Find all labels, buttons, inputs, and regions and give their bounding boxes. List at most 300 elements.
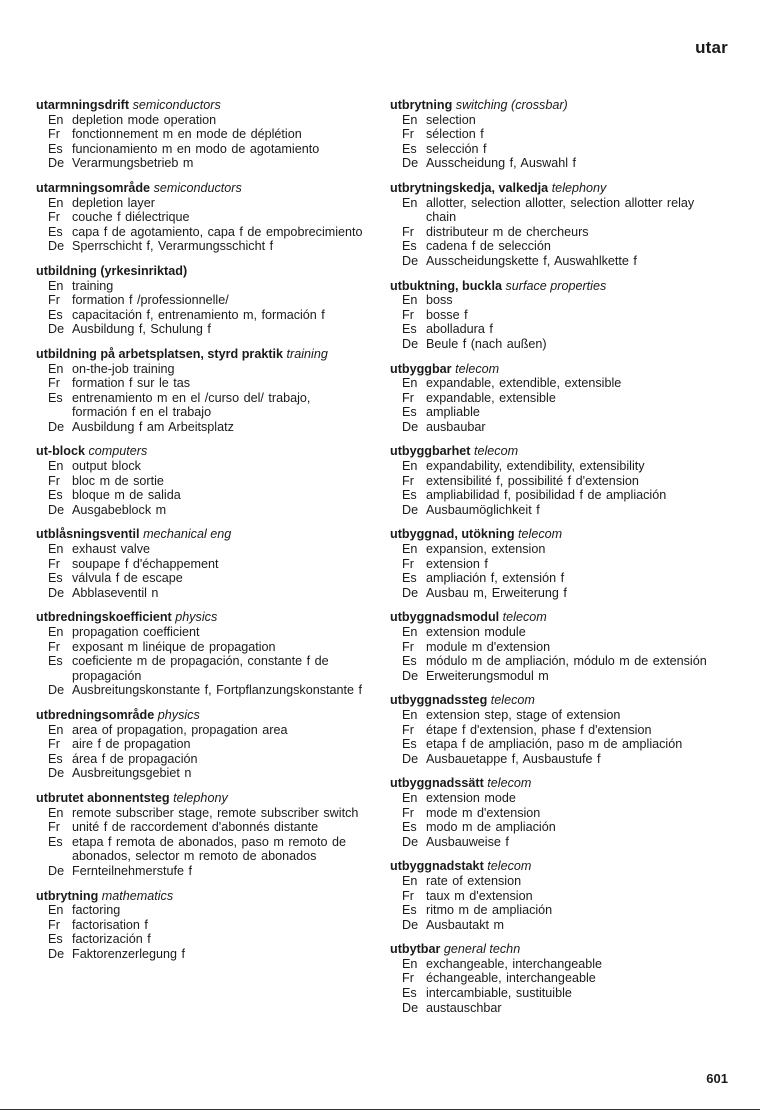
translation-row (390, 625, 720, 640)
dictionary-entry (390, 444, 720, 517)
translation-row (390, 806, 720, 821)
translation-row (36, 322, 370, 337)
subject-field: mathematics (101, 888, 174, 903)
language-code: Fr (402, 473, 414, 488)
translation-text: extension mode (426, 790, 516, 805)
language-code: De (48, 585, 65, 600)
language-code: De (48, 322, 65, 337)
dictionary-entry (390, 693, 720, 766)
translation-text: extensibilité f, possibilité f d'extension (426, 473, 639, 488)
language-code: De (402, 751, 419, 766)
headword: utbrytningskedja, valkedja (390, 180, 549, 195)
dictionary-entry (36, 444, 370, 517)
translation-text: sélection f (426, 127, 484, 142)
translation-row (390, 503, 720, 518)
language-code: Es (402, 737, 417, 752)
entry-headword-line (390, 610, 720, 625)
headword: utbyggnadsmodul (390, 610, 500, 625)
entry-headword-line (36, 889, 370, 904)
translation-text: extension f (426, 556, 488, 571)
language-code: Es (402, 571, 417, 586)
headword: utbredningsområde (36, 707, 155, 722)
subject-field: computers (88, 444, 148, 459)
translation-text: extension step, stage of extension (426, 707, 621, 722)
translation-text: formation f sur le tas (72, 376, 191, 391)
translation-text: Ausscheidung f, Auswahl f (426, 156, 577, 171)
translation-text: Ausbildung f, Schulung f (72, 322, 211, 337)
language-code: En (402, 293, 418, 308)
dictionary-entry (36, 527, 370, 600)
language-code: Fr (402, 639, 414, 654)
language-code: Fr (48, 127, 60, 142)
headword: utbyggnadssteg (390, 693, 488, 708)
translation-row (36, 932, 370, 947)
dictionary-entry (36, 347, 370, 435)
guide-word: utar (695, 38, 728, 57)
translation-text: aire f de propagation (72, 737, 191, 752)
language-code: Es (402, 322, 417, 337)
translation-text: soupape f d'échappement (72, 556, 219, 571)
headword: utarmningsområde (36, 180, 151, 195)
entry-headword-line (36, 347, 370, 362)
language-code: Fr (48, 210, 60, 225)
language-code: Es (48, 488, 63, 503)
language-code: En (402, 195, 418, 210)
language-code: De (48, 156, 65, 171)
headword: utbyggbarhet (390, 444, 471, 459)
translation-row (390, 391, 720, 406)
translation-text: Ausgabeblock m (72, 502, 167, 517)
entry-headword-line (390, 693, 720, 708)
language-code: En (48, 805, 64, 820)
translation-text: unité f de raccordement d'abonnés distante (72, 820, 319, 835)
translation-text: propagation coefficient (72, 625, 200, 639)
bottom-rule (0, 1109, 760, 1110)
translation-row (390, 405, 720, 420)
translation-row (36, 239, 370, 254)
translation-text: capacitación f, entrenamiento m, formación f (72, 307, 325, 322)
translation-row (36, 225, 370, 240)
translation-row (390, 142, 720, 157)
translation-row (36, 210, 370, 225)
translation-row (36, 127, 370, 142)
translation-text: taux m d'extension (426, 888, 533, 903)
language-code: Es (48, 654, 63, 669)
left-column (36, 98, 370, 971)
translation-text: depletion layer (72, 195, 155, 210)
translation-row (36, 683, 370, 698)
translation-text: couche f diélectrique (72, 210, 190, 225)
translation-row (36, 503, 370, 518)
translation-row (390, 113, 720, 128)
language-code: En (48, 459, 64, 474)
translation-text: ampliable (426, 405, 480, 420)
language-code: En (402, 459, 418, 474)
entry-headword-line (390, 279, 720, 294)
translation-text: Beule f (nach außen) (426, 336, 547, 351)
language-code: Fr (48, 293, 60, 308)
translation-row (390, 669, 720, 684)
translation-text: extension module (426, 625, 526, 639)
language-code: Es (402, 239, 417, 254)
dictionary-entry (390, 610, 720, 683)
language-code: Fr (402, 127, 414, 142)
entry-headword-line (36, 791, 370, 806)
dictionary-entry (390, 181, 720, 269)
translation-row (36, 113, 370, 128)
language-code: Fr (402, 805, 414, 820)
translation-row (390, 957, 720, 972)
translation-text: selection (426, 112, 476, 127)
translation-row (36, 752, 370, 767)
translation-text: expandable, extensible (426, 390, 556, 405)
headword: utbyggnadssätt (390, 776, 484, 791)
translation-row (36, 376, 370, 391)
translation-row (390, 791, 720, 806)
translation-row (36, 640, 370, 655)
language-code: Fr (48, 820, 60, 835)
entry-headword-line (390, 527, 720, 542)
language-code: Es (48, 751, 63, 766)
translation-row (390, 874, 720, 889)
translation-row (36, 293, 370, 308)
translation-text: output block (72, 459, 141, 474)
language-code: Es (402, 141, 417, 156)
language-code: De (48, 946, 65, 961)
translation-row (36, 362, 370, 377)
translation-text: Ausbau m, Erweiterung f (426, 585, 567, 600)
translation-row (390, 156, 720, 171)
translation-row (36, 625, 370, 640)
translation-row (36, 420, 370, 435)
language-code: Fr (48, 473, 60, 488)
translation-row (390, 752, 720, 767)
entry-headword-line (36, 444, 370, 459)
headword: utarmningsdrift (36, 98, 130, 112)
language-code: De (402, 156, 419, 171)
translation-row (390, 474, 720, 489)
language-code: En (48, 112, 64, 127)
translation-text: bloque m de salida (72, 488, 181, 503)
subject-field: telecom (473, 444, 519, 459)
translation-text: bloc m de sortie (72, 473, 164, 488)
translation-row (390, 254, 720, 269)
translation-text: coeficiente m de propagación, constante f de propagación (72, 654, 329, 683)
translation-row (36, 156, 370, 171)
language-code: De (402, 834, 419, 849)
entry-headword-line (36, 181, 370, 196)
translation-text: capa f de agotamiento, capa f de empobrecimiento (72, 224, 363, 239)
language-code: Fr (402, 888, 414, 903)
dictionary-entry (36, 708, 370, 781)
translation-row (390, 459, 720, 474)
translation-row (390, 586, 720, 601)
translation-row (36, 196, 370, 211)
translation-text: Abblaseventil n (72, 585, 159, 600)
translation-row (390, 737, 720, 752)
headword: utbrutet abonnentsteg (36, 790, 170, 805)
translation-row (390, 571, 720, 586)
subject-field: physics (157, 707, 200, 722)
translation-text: module m d'extension (426, 639, 551, 654)
translation-row (390, 542, 720, 557)
dictionary-entry (36, 791, 370, 879)
headword: utbyggnadstakt (390, 859, 484, 874)
translation-row (36, 142, 370, 157)
translation-row (36, 903, 370, 918)
translation-text: Ausbildung f am Arbeitsplatz (72, 419, 234, 434)
language-code: En (402, 376, 418, 391)
translation-text: válvula f de escape (72, 571, 183, 586)
headword: utbytbar (390, 942, 441, 957)
language-code: En (402, 790, 418, 805)
translation-text: Faktorenzerlegung f (72, 946, 186, 961)
translation-text: Ausbreitungskonstante f, Fortpflanzungskonstante f (72, 683, 363, 698)
language-code: De (402, 668, 419, 683)
subject-field: mechanical eng (143, 527, 232, 542)
translation-text: abolladura f (426, 322, 493, 337)
language-code: Es (402, 986, 417, 1001)
translation-text: exchangeable, interchangeable (426, 956, 603, 971)
language-code: En (48, 542, 64, 557)
language-code: En (48, 278, 64, 293)
headword: utbyggnad, utökning (390, 527, 515, 542)
language-code: De (402, 502, 419, 517)
language-code: Es (48, 834, 63, 849)
entry-headword-line (390, 859, 720, 874)
headword: utbredningskoefficient (36, 610, 172, 625)
translation-text: módulo m de ampliación, módulo m de extensión (426, 654, 707, 669)
language-code: De (48, 419, 65, 434)
language-code: Fr (402, 556, 414, 571)
language-code: De (402, 336, 419, 351)
translation-row (36, 835, 370, 864)
language-code: De (402, 917, 419, 932)
translation-text: factorisation f (72, 917, 148, 932)
language-code: Fr (402, 307, 414, 322)
translation-row (390, 557, 720, 572)
headword: utbyggbar (390, 361, 452, 376)
translation-row (390, 225, 720, 240)
translation-text: modo m de ampliación (426, 820, 556, 835)
translation-row (390, 293, 720, 308)
language-code: En (402, 625, 418, 639)
translation-row (36, 474, 370, 489)
translation-row (36, 542, 370, 557)
language-code: Fr (402, 390, 414, 405)
language-code: De (402, 419, 419, 434)
language-code: Es (48, 390, 63, 405)
language-code: Es (48, 224, 63, 239)
translation-text: étape f d'extension, phase f d'extension (426, 722, 652, 737)
right-column (390, 98, 720, 1025)
translation-text: cadena f de selección (426, 239, 551, 254)
translation-text: training (72, 278, 114, 293)
subject-field: telecom (487, 776, 532, 791)
entry-headword-line (36, 610, 370, 625)
page-number: 601 (706, 1071, 728, 1086)
translation-text: area of propagation, propagation area (72, 722, 288, 737)
language-code: En (402, 112, 418, 127)
translation-row (36, 820, 370, 835)
language-code: De (48, 683, 65, 698)
language-code: De (48, 239, 65, 254)
entry-headword-line (390, 942, 720, 957)
language-code: Fr (48, 917, 60, 932)
subject-field: physics (175, 610, 218, 625)
translation-row (390, 196, 720, 225)
translation-text: exhaust valve (72, 542, 151, 557)
language-code: En (402, 707, 418, 722)
translation-text: Ausbreitungsgebiet n (72, 766, 192, 781)
translation-text: expansion, extension (426, 542, 546, 557)
dictionary-entry (390, 859, 720, 932)
translation-row (390, 835, 720, 850)
translation-text: depletion mode operation (72, 112, 217, 127)
subject-field: telecom (490, 693, 535, 708)
translation-row (36, 947, 370, 962)
language-code: En (48, 195, 64, 210)
translation-row (36, 571, 370, 586)
headword: utblåsningsventil (36, 527, 140, 542)
translation-text: échangeable, interchangeable (426, 971, 596, 986)
subject-field: semiconductors (132, 98, 221, 112)
translation-row (390, 723, 720, 738)
translation-row (390, 337, 720, 352)
dictionary-entry (36, 264, 370, 337)
entry-headword-line (390, 362, 720, 377)
entry-headword-line (36, 708, 370, 723)
translation-text: ausbaubar (426, 419, 486, 434)
language-code: Fr (402, 224, 414, 239)
subject-field: surface properties (505, 278, 607, 293)
translation-row (390, 820, 720, 835)
translation-row (36, 806, 370, 821)
translation-text: distributeur m de chercheurs (426, 224, 589, 239)
language-code: De (402, 253, 419, 268)
translation-text: boss (426, 293, 453, 308)
translation-text: bosse f (426, 307, 468, 322)
translation-text: rate of extension (426, 873, 522, 888)
headword: utbrytning (390, 98, 453, 112)
translation-text: exposant m linéique de propagation (72, 639, 276, 654)
translation-row (390, 488, 720, 503)
language-code: Es (402, 903, 417, 918)
dictionary-entry (36, 610, 370, 698)
translation-text: entrenamiento m en el /curso del/ trabajo, formación f en el trabajo (72, 390, 311, 420)
translation-row (36, 723, 370, 738)
translation-text: Ausbaumöglichkeit f (426, 502, 540, 517)
language-code: En (48, 722, 64, 737)
translation-row (36, 488, 370, 503)
translation-text: expandable, extendible, extensible (426, 376, 622, 391)
dictionary-entry (390, 279, 720, 352)
translation-text: etapa f remota de abonados, paso m remoto de abonados, selector m remoto de abonados (72, 834, 347, 864)
dictionary-entry (390, 942, 720, 1015)
translation-row (390, 654, 720, 669)
language-code: Es (402, 654, 417, 669)
language-code: De (48, 863, 65, 878)
translation-text: expandability, extendibility, extensibility (426, 459, 645, 474)
subject-field: telecom (455, 361, 500, 376)
entry-headword-line (36, 264, 370, 279)
language-code: Es (402, 405, 417, 420)
headword: utbildning på arbetsplatsen, styrd praktik (36, 346, 284, 361)
translation-row (390, 322, 720, 337)
translation-row (390, 986, 720, 1001)
headword: ut-block (36, 444, 85, 459)
dictionary-entry (390, 527, 720, 600)
language-code: De (48, 502, 65, 517)
subject-field: general techn (443, 942, 521, 957)
translation-row (36, 279, 370, 294)
language-code: Es (48, 571, 63, 586)
language-code: En (402, 542, 418, 557)
translation-text: mode m d'extension (426, 805, 541, 820)
translation-row (390, 127, 720, 142)
language-code: Fr (48, 556, 60, 571)
language-code: Fr (48, 737, 60, 752)
translation-row (390, 889, 720, 904)
translation-row (390, 308, 720, 323)
translation-row (36, 391, 370, 420)
language-code: Fr (48, 639, 60, 654)
headword: utbrytning (36, 888, 99, 903)
dictionary-entry (390, 362, 720, 435)
language-code: De (48, 766, 65, 781)
entry-headword-line (390, 98, 720, 113)
translation-text: Erweiterungsmodul m (426, 668, 549, 683)
language-code: Fr (48, 376, 60, 391)
translation-row (390, 640, 720, 655)
translation-row (36, 737, 370, 752)
subject-field: telecom (518, 527, 563, 542)
translation-text: Ausbautakt m (426, 917, 505, 932)
headword: utbuktning, buckla (390, 278, 502, 293)
translation-text: Ausbauetappe f, Ausbaustufe f (426, 751, 601, 766)
translation-row (390, 918, 720, 933)
translation-row (390, 376, 720, 391)
dictionary-entry (36, 98, 370, 171)
subject-field: semiconductors (153, 180, 242, 195)
language-code: Es (48, 932, 63, 947)
language-code: En (402, 956, 418, 971)
translation-row (390, 420, 720, 435)
translation-text: intercambiable, sustituible (426, 986, 572, 1001)
entry-headword-line (36, 527, 370, 542)
translation-row (390, 971, 720, 986)
language-code: Es (48, 307, 63, 322)
translation-text: austauschbar (426, 1000, 502, 1015)
language-code: Es (48, 141, 63, 156)
translation-text: Fernteilnehmerstufe f (72, 863, 192, 878)
translation-row (36, 766, 370, 781)
subject-field: telecom (502, 610, 547, 625)
translation-row (390, 903, 720, 918)
translation-row (36, 654, 370, 683)
dictionary-entry (390, 776, 720, 849)
dictionary-entry (36, 181, 370, 254)
language-code: Es (402, 820, 417, 835)
language-code: Es (402, 488, 417, 503)
dictionary-entry (36, 889, 370, 962)
translation-text: Verarmungsbetrieb m (72, 156, 194, 171)
entry-headword-line (390, 181, 720, 196)
subject-field: telephony (551, 180, 607, 195)
translation-text: allotter, selection allotter, selection allotter relay chain (426, 195, 695, 225)
language-code: Fr (402, 971, 414, 986)
translation-text: etapa f de ampliación, paso m de ampliación (426, 737, 683, 752)
